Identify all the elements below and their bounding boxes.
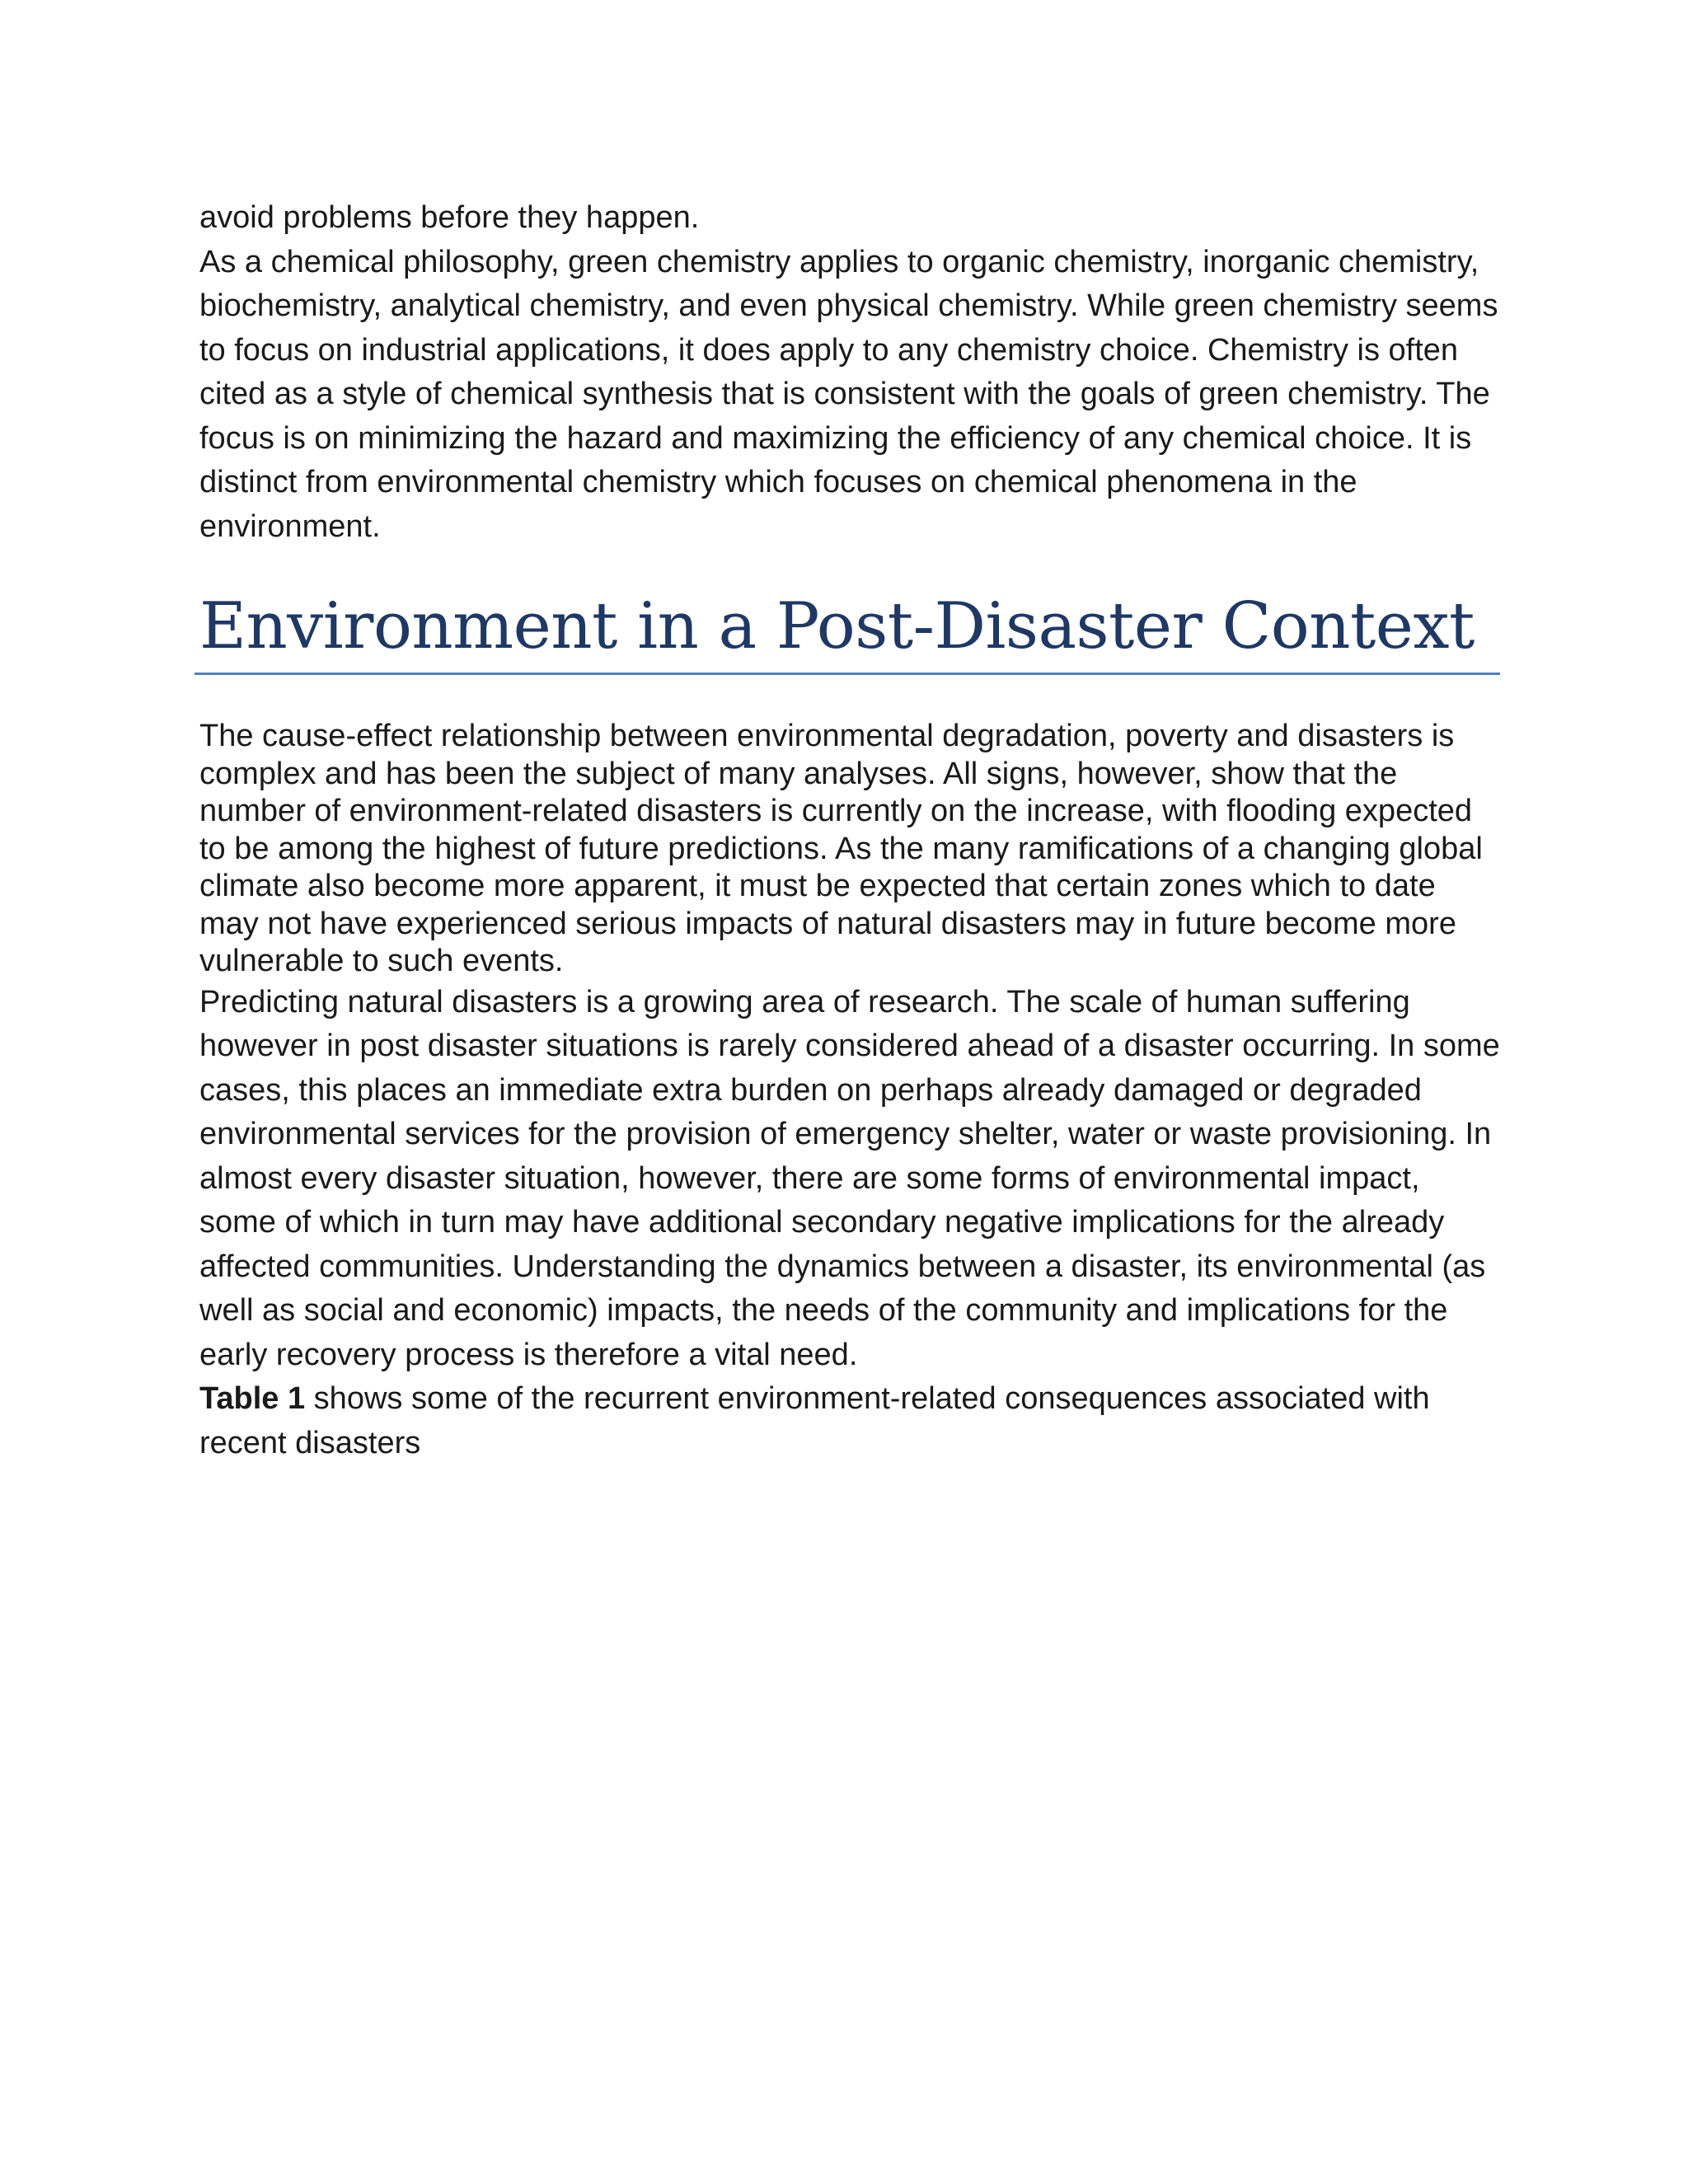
paragraph-predicting-disasters: Predicting natural disasters is a growing area of research. The scale of human suffering however in post disaster situations is rarely considered ahead of a disaster occurring. In some cases, this places an immediate extra burden on perhaps already damaged or degraded environmental services for the provision of emergency shelter, water or waste provisioning. In almost every disaster situation, however, there are some forms of environmental impact, some of which in turn may have additional secondary negative implications for the already affected communities. Understanding the dynamics between a disaster, its environmental (as well as social and economic) impacts, the needs of the community and implications for the early recovery process is therefore a vital need. — [199, 984, 1500, 1372]
section-heading: Environment in a Post-Disaster Context — [199, 589, 1475, 663]
paragraph-green-chemistry: As a chemical philosophy, green chemistry applies to organic chemistry, inorganic chemistry, biochemistry, analytical chemistry, and even physical chemistry. While green chemistry seems to focus on industrial applications, it does apply to any chemistry choice. Chemistry is often cited as a style of chemical synthesis that is consistent with the goals of green chemistry. The focus is on minimizing the hazard and maximizing the efficiency of any chemical choice. It is distinct from environmental chemistry which focuses on chemical phenomena in the environment. — [199, 244, 1498, 544]
page-content — [199, 196, 1502, 1465]
table-reference-label: Table 1 — [199, 1381, 306, 1416]
paragraph-table-reference — [199, 1377, 1502, 1465]
table-reference-text: shows some of the recurrent environment-related consequences associated with recent disasters — [199, 1381, 1430, 1460]
paragraph-cause-effect: The cause-effect relationship between environmental degradation, poverty and disasters is complex and has been the subject of many analyses. All signs, however, show that the number of environment-related disasters is currently on the increase, with flooding expected to be among the highest of future predictions. As the many ramifications of a changing global climate also become more apparent, it must be expected that certain zones which to date may not have experienced serious impacts of natural disasters may in future become more vulnerable to such events. — [199, 719, 1483, 978]
heading-divider — [195, 673, 1500, 675]
paragraph-continuation: avoid problems before they happen. — [199, 200, 700, 235]
